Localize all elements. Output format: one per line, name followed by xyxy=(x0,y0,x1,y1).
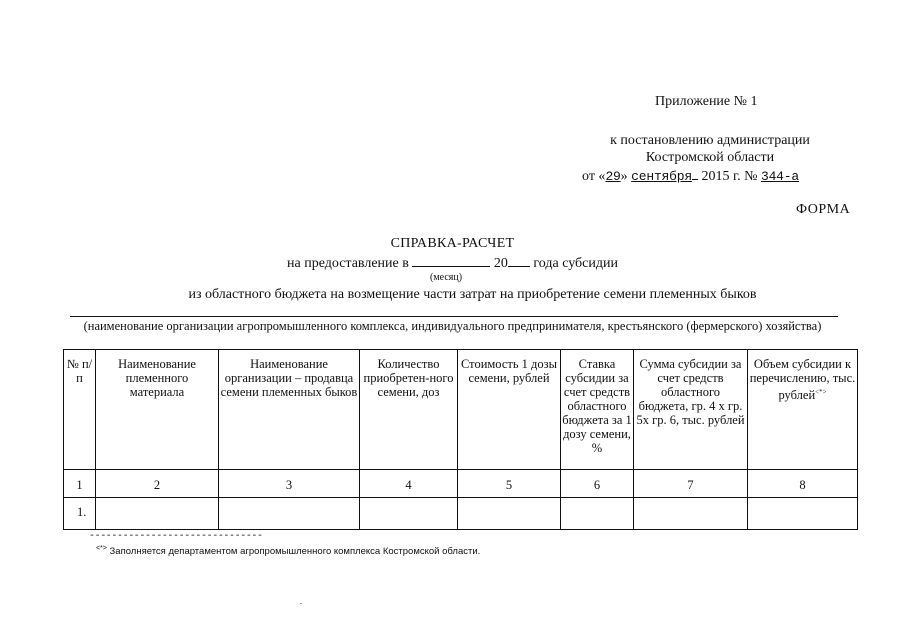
column-number-cell: 4 xyxy=(360,470,458,498)
table-header-row xyxy=(64,350,858,470)
table-cell xyxy=(360,498,458,530)
table-cell xyxy=(96,498,219,530)
header-cell-quantity: Количество приобретен-ного семени, доз xyxy=(360,350,458,470)
calculation-table xyxy=(63,349,858,530)
table-row xyxy=(64,498,858,530)
month-hint: (месяц) xyxy=(430,272,463,283)
column-number-cell: 1 xyxy=(64,470,96,498)
decree-reference xyxy=(560,132,860,166)
form-label: ФОРМА xyxy=(796,202,851,217)
date-quote-close: » xyxy=(620,169,628,184)
column-number-cell: 6 xyxy=(561,470,634,498)
subtitle-year-prefix: 20 xyxy=(493,256,508,271)
table-cell xyxy=(219,498,360,530)
date-year: 2015 г. № xyxy=(701,169,758,184)
header-cell-rate: Ставка субсидии за счет средств областного бюджета за 1 дозу семени, % xyxy=(561,350,634,470)
date-month: сентября xyxy=(631,169,692,184)
document-title: СПРАВКА-РАСЧЕТ xyxy=(390,236,515,251)
footnote-mark: <*> xyxy=(96,545,107,552)
header-cell-subsidy-sum: Сумма субсидии за счет средств областного бюджета, гр. 4 х гр. 5х гр. 6, тыс. рублей xyxy=(634,350,748,470)
column-number-cell: 3 xyxy=(219,470,360,498)
table-cell xyxy=(561,498,634,530)
subtitle-suffix: года субсидии xyxy=(533,256,618,271)
decree-number: 344-а xyxy=(760,169,799,184)
date-prefix: от « xyxy=(582,169,606,184)
table-cell xyxy=(748,498,858,530)
decree-line-2: Костромской области xyxy=(645,150,775,165)
header-cell-number: № п/п xyxy=(64,350,96,470)
scan-speck xyxy=(300,603,302,604)
month-blank xyxy=(412,253,490,267)
document-purpose: из областного бюджета на возмещение части затрат на приобретение семени племенных быков xyxy=(188,287,757,302)
header-cell-material: Наименование племенного материала xyxy=(96,350,219,470)
table-cell xyxy=(458,498,561,530)
footnote-text: Заполняется департаментом агропромышленного комплекса Костромской области. xyxy=(109,546,481,558)
header-footnote-mark: <*> xyxy=(815,388,827,396)
footnote xyxy=(96,545,480,557)
decree-date-line xyxy=(582,166,799,185)
column-number-cell: 5 xyxy=(458,470,561,498)
decree-line-1: к постановлению администрации xyxy=(610,133,810,148)
organization-name-line xyxy=(70,316,838,317)
footnote-separator: ------------------------------- xyxy=(89,531,263,542)
header-cell-subsidy-volume-text: Объем субсидии к перечислению, тыс. рублей xyxy=(749,357,856,403)
document-subtitle xyxy=(0,253,905,272)
header-cell-cost: Стоимость 1 дозы семени, рублей xyxy=(458,350,561,470)
date-day: 29 xyxy=(605,169,621,184)
appendix-number: Приложение № 1 xyxy=(655,94,758,109)
row-number-cell: 1. xyxy=(64,498,96,530)
column-number-cell: 7 xyxy=(634,470,748,498)
header-cell-seller: Наименование организации – продавца семени племенных быков xyxy=(219,350,360,470)
header-cell-subsidy-volume xyxy=(748,350,858,470)
column-number-cell: 2 xyxy=(96,470,219,498)
subtitle-prefix: на предоставление в xyxy=(287,256,409,271)
date-underline-tail xyxy=(692,166,698,180)
year-blank xyxy=(508,253,530,267)
table-cell xyxy=(634,498,748,530)
column-number-cell: 8 xyxy=(748,470,858,498)
column-number-row xyxy=(64,470,858,498)
organization-caption: (наименование организации агропромышленного комплекса, индивидуального предпринимателя, крестьянского (фермерского) хозяйства) xyxy=(83,319,822,333)
